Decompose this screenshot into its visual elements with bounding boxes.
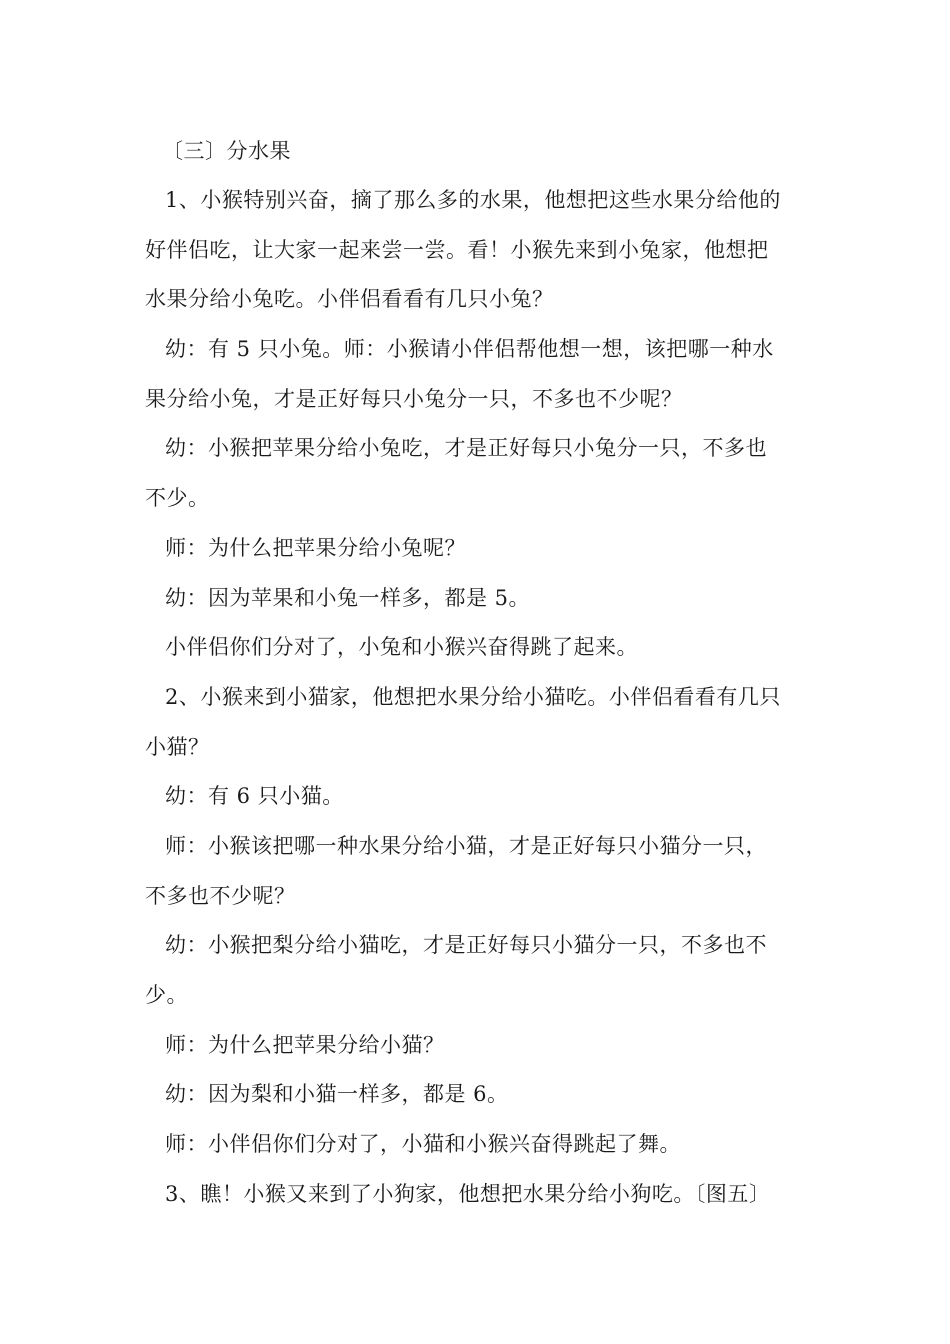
text-line: 小猫？ [145,735,210,759]
text-line: 不多也不少呢？ [145,884,296,908]
text-line: 少。 [145,983,188,1007]
text-line: 不少。 [145,486,210,510]
text-line: 师：为什么把苹果分给小兔呢？ [165,536,466,560]
text-line: 幼：有 5 只小兔。师：小猴请小伴侣帮他想一想，该把哪一种水 [165,337,774,361]
text-line: 3、瞧！小猴又来到了小狗家，他想把水果分给小狗吃。〔图五〕 [165,1182,771,1206]
text-line: 师：小伴侣你们分对了，小猫和小猴兴奋得跳起了舞。 [165,1132,681,1156]
text-line: 幼：小猴把梨分给小猫吃，才是正好每只小猫分一只，不多也不 [165,933,767,957]
text-line: 果分给小兔，才是正好每只小兔分一只，不多也不少呢？ [145,387,683,411]
section-heading: 〔三〕分水果 [162,139,291,163]
text-line: 2、小猴来到小猫家，他想把水果分给小猫吃。小伴侣看看有几只 [165,685,781,709]
text-line: 水果分给小兔吃。小伴侣看看有几只小兔？ [145,287,554,311]
text-line: 好伴侣吃，让大家一起来尝一尝。看！小猴先来到小兔家，他想把 [145,238,769,262]
text-line: 幼：因为苹果和小兔一样多，都是 5。 [165,586,531,610]
text-line: 师：小猴该把哪一种水果分给小猫，才是正好每只小猫分一只， [165,834,767,858]
text-line: 幼：小猴把苹果分给小兔吃，才是正好每只小兔分一只，不多也 [165,436,767,460]
text-line: 师：为什么把苹果分给小猫？ [165,1033,445,1057]
text-line: 1、小猴特别兴奋，摘了那么多的水果，他想把这些水果分给他的 [165,188,781,212]
text-line: 幼：因为梨和小猫一样多，都是 6。 [165,1082,509,1106]
text-line: 小伴侣你们分对了，小兔和小猴兴奋得跳了起来。 [165,635,638,659]
text-line: 幼：有 6 只小猫。 [165,784,344,808]
